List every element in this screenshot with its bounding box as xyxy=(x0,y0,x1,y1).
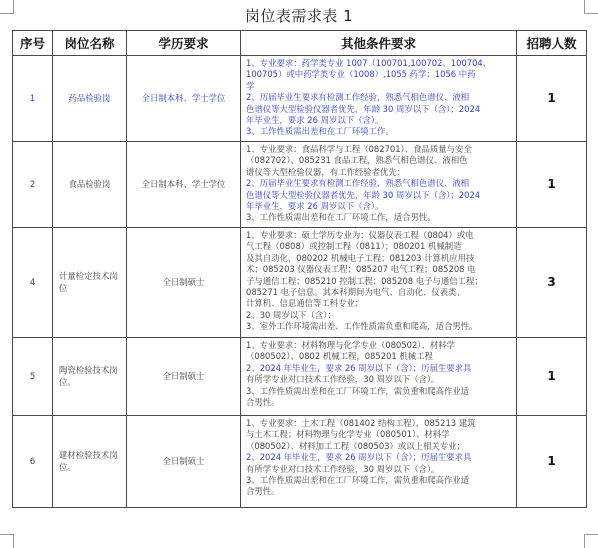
requirement-line: 色谱仪等大型检验仪器者优先，年龄 30 周岁以下（含）；2024 xyxy=(246,103,481,114)
page-title: 岗位表需求表 1 xyxy=(244,7,354,25)
requirement-line: 2、历届毕业生要求有检测工作经验，熟悉气相色谱仪、液相 xyxy=(246,92,470,103)
row-education: 全日制硕士 xyxy=(127,416,241,508)
row-education: 全日制本科、学士学位 xyxy=(127,56,241,142)
row-count: 1 xyxy=(517,142,587,228)
requirement-line: 085271 电子信息。其本科期间为电气、自动化、仪表类、 xyxy=(246,287,465,298)
header-count: 招聘人数 xyxy=(517,31,587,56)
requirement-line: 3、室外工作环境需出差、工作性质需负重和爬高，适合男性。 xyxy=(246,321,478,332)
row-seq: 4 xyxy=(13,228,53,338)
requirement-line: （082702）、085231 食品工程，熟悉气相色谱仪、液相色 xyxy=(246,155,468,166)
row-position: 食品检验岗 xyxy=(53,142,127,228)
requirement-line: 合男性。 xyxy=(246,397,280,408)
requirement-line: 2、历届毕业生要求有检测工作经验，熟悉气相色谱仪、液相 xyxy=(246,178,470,189)
row-education: 全日制硕士 xyxy=(127,228,241,338)
requirement-line: 3、工作性质需出差和在工厂环境工作，需负重和爬高作业适 xyxy=(246,475,470,486)
requirement-line: 子与通信工程；085210 控制工程；085208 电子与通信工程； xyxy=(246,275,483,286)
table-header-row xyxy=(13,31,587,56)
crop-mark-bottom-left xyxy=(0,534,14,548)
table-row xyxy=(13,416,587,508)
row-requirements xyxy=(241,416,517,508)
row-requirements xyxy=(241,338,517,416)
requirement-line: 学 xyxy=(246,80,255,91)
requirement-line: 2、2024 年毕业生，要求 26 周岁以下（含）；历届生要求具 xyxy=(246,452,472,463)
requirement-line: 1、专业要求：食品科学与工程（082701）、食品质量与安全 xyxy=(246,144,472,154)
row-count: 3 xyxy=(517,228,587,338)
requirement-line: 色谱仪等大型检验仪器者优先，年龄 30 周岁以下（含）；2024 xyxy=(246,189,481,200)
row-position: 药品检验岗 xyxy=(53,56,127,142)
header-position: 岗位名称 xyxy=(53,31,127,56)
requirement-line: 与土木工程；材料物理与化学专业（080501）、材料学 xyxy=(246,429,450,440)
requirement-line: （080502）、0802 机械工程，085201 机械工程 xyxy=(246,351,433,362)
row-requirements xyxy=(241,142,517,228)
requirement-line: 100705）或中药学类专业（1008）,1055 药学；1056 中药 xyxy=(246,69,476,80)
requirement-line: 年毕业生，要求 26 周岁以下（含）。 xyxy=(246,201,384,212)
requirement-line: 有所学专业对口技术工作经验，30 周岁以下（含）。 xyxy=(246,374,440,385)
row-count: 1 xyxy=(517,338,587,416)
row-seq: 6 xyxy=(13,416,53,508)
requirement-line: 谱仪等大型检验仪器，有工作经验者优先； xyxy=(246,166,406,177)
header-requirements: 其他条件要求 xyxy=(241,31,517,56)
header-education: 学历要求 xyxy=(127,31,241,56)
requirement-line: 3、工作性质需出差和在工厂环境工作，需负重和爬高作业适 xyxy=(246,385,470,396)
requirement-line: 1、专业要求：材料物理与化学专业（080502）、材料学 xyxy=(246,340,455,350)
requirement-line: 及其自动化，080202 机械电子工程；081203 计算机应用技 xyxy=(246,252,475,263)
requirement-line: 计算机、信息通信等工科专业； xyxy=(246,298,364,309)
row-position: 计量检定技术岗位 xyxy=(53,228,127,338)
requirement-line: 3、工作性质需出差和在工厂环境工作，适合男性。 xyxy=(246,212,436,223)
requirement-line: 1、专业要求：硕士学历专业为：仪器仪表工程（0804）或电 xyxy=(246,230,474,240)
requirement-line: 1、专业要求：土木工程（081402 结构工程），085213 建筑 xyxy=(246,418,476,428)
requirement-line: 1、专业要求：药学类专业 1007（100701,100702、100704、 xyxy=(246,58,492,68)
requirement-line: 2、2024 年毕业生，要求 26 周岁以下（含）；历届生要求具 xyxy=(246,362,472,373)
header-seq: 序号 xyxy=(13,31,53,56)
row-education: 全日制本科、学士学位 xyxy=(127,142,241,228)
requirement-line: 合男性。 xyxy=(246,486,280,497)
row-count: 1 xyxy=(517,416,587,508)
crop-mark-bottom-right xyxy=(584,534,598,548)
table-row xyxy=(13,338,587,416)
row-count: 1 xyxy=(517,56,587,142)
requirement-line: 年毕业生，要求 26 周岁以下（含）。 xyxy=(246,115,384,126)
requirement-line: 2、30 周岁以下（含）； xyxy=(246,309,336,320)
table-row xyxy=(13,228,587,338)
row-education: 全日制硕士 xyxy=(127,338,241,416)
requirement-line: （080502）、材料加工工程（080503）或以上相关专业； xyxy=(246,440,465,451)
requirement-line: 术；085203 仪器仪表工程；085207 电气工程；085208 电 xyxy=(246,264,476,275)
row-requirements xyxy=(241,56,517,142)
row-position: 陶瓷检验技术岗位。 xyxy=(53,338,127,416)
job-requirements-table xyxy=(12,30,587,508)
requirement-line: 气工程（0808）或控制工程（0811）；080201 机械制造 xyxy=(246,241,462,252)
row-position: 建材检验技术岗位。 xyxy=(53,416,127,508)
row-seq: 5 xyxy=(13,338,53,416)
row-seq: 2 xyxy=(13,142,53,228)
row-seq: 1 xyxy=(13,56,53,142)
requirement-line: 3、工作性质需出差和在工厂环境工作。 xyxy=(246,126,394,137)
row-requirements xyxy=(241,228,517,338)
table-row xyxy=(13,142,587,228)
table-row xyxy=(13,56,587,142)
requirement-line: 有所学专业对口技术工作经验，30 周岁以下（含）。 xyxy=(246,463,440,474)
